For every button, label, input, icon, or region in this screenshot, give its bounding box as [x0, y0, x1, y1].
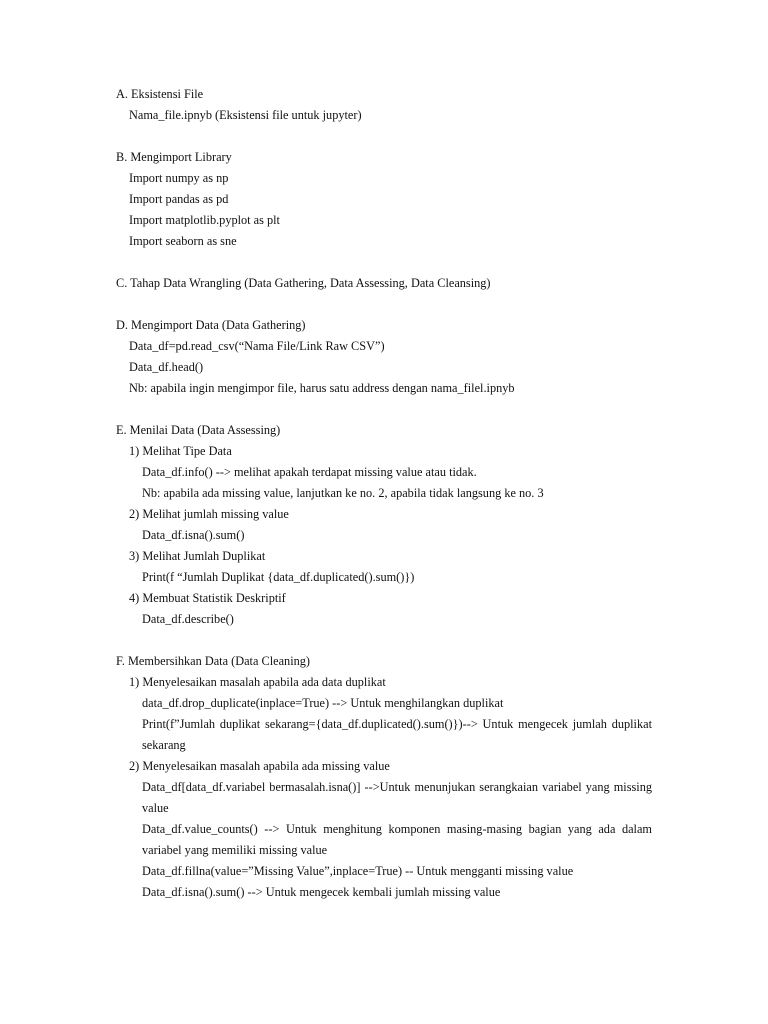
text-line: 2) Melihat jumlah missing value	[129, 507, 289, 521]
text-line: Data_df.describe()	[142, 612, 234, 626]
section-c-data-wrangling	[116, 273, 652, 294]
text-line: Import numpy as np	[129, 171, 229, 185]
section-a-file-extension	[116, 84, 652, 126]
text-line: 4) Membuat Statistik Deskriptif	[129, 591, 286, 605]
text-line: data_df.drop_duplicate(inplace=True) --> Untuk menghilangkan duplikat	[142, 696, 504, 710]
text-line: Data_df.isna().sum()	[142, 528, 245, 542]
section-e-data-assessing	[116, 420, 652, 630]
text-line: Print(f “Jumlah Duplikat {data_df.duplicated().sum()})	[142, 570, 415, 584]
text-line: Data_df.value_counts() --> Untuk menghitung komponen masing-masing bagian yang ada dalam variabel yang memiliki missing value	[142, 822, 652, 857]
text-line: 3) Melihat Jumlah Duplikat	[129, 549, 266, 563]
document-page	[116, 84, 652, 903]
text-line: Data_df=pd.read_csv(“Nama File/Link Raw CSV”)	[129, 339, 385, 353]
section-heading: E. Menilai Data (Data Assessing)	[116, 423, 281, 437]
text-line: Data_df.isna().sum() --> Untuk mengecek kembali jumlah missing value	[142, 885, 501, 899]
text-line: Import seaborn as sne	[129, 234, 237, 248]
text-line: 2) Menyelesaikan masalah apabila ada missing value	[129, 759, 390, 773]
text-line: Data_df.fillna(value=”Missing Value”,inplace=True) -- Untuk mengganti missing value	[142, 864, 574, 878]
text-line: Import matplotlib.pyplot as plt	[129, 213, 280, 227]
text-line: Nb: apabila ingin mengimpor file, harus satu address dengan nama_filel.ipnyb	[129, 381, 515, 395]
section-heading: F. Membersihkan Data (Data Cleaning)	[116, 654, 310, 668]
section-f-data-cleaning	[116, 651, 652, 903]
section-d-import-data	[116, 315, 652, 399]
section-b-import-library	[116, 147, 652, 252]
section-heading: D. Mengimport Data (Data Gathering)	[116, 318, 306, 332]
text-line: Data_df.head()	[129, 360, 204, 374]
section-heading: C. Tahap Data Wrangling (Data Gathering, Data Assessing, Data Cleansing)	[116, 276, 491, 290]
section-heading: B. Mengimport Library	[116, 150, 232, 164]
text-line: Data_df.info() --> melihat apakah terdapat missing value atau tidak.	[142, 465, 477, 479]
text-line: Import pandas as pd	[129, 192, 229, 206]
text-line: 1) Menyelesaikan masalah apabila ada data duplikat	[129, 675, 386, 689]
text-line: Print(f”Jumlah duplikat sekarang={data_df.duplicated().sum()})--> Untuk mengecek jumlah duplikat sekarang	[142, 717, 652, 752]
text-line: Nama_file.ipnyb (Eksistensi file untuk jupyter)	[129, 108, 362, 122]
text-line: 1) Melihat Tipe Data	[129, 444, 232, 458]
text-line: Data_df[data_df.variabel bermasalah.isna()] -->Untuk menunjukan serangkaian variabel yang missing value	[142, 780, 652, 815]
section-heading: A. Eksistensi File	[116, 87, 204, 101]
text-line: Nb: apabila ada missing value, lanjutkan ke no. 2, apabila tidak langsung ke no. 3	[142, 486, 544, 500]
